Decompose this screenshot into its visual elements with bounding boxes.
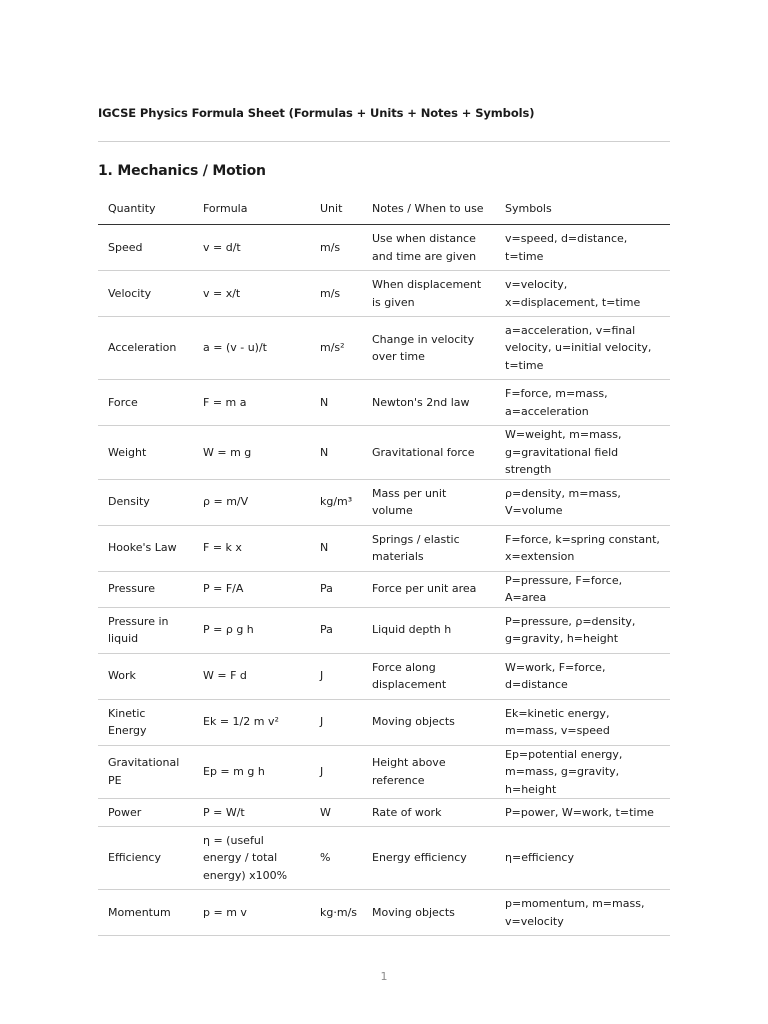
symbols-cell: Ek=kinetic energy, m=mass, v=speed <box>495 699 670 745</box>
symbols-cell: v=speed, d=distance, t=time <box>495 225 670 271</box>
column-header-quantity: Quantity <box>98 194 193 225</box>
formula-cell: W = F d <box>193 653 310 699</box>
column-header-symbols: Symbols <box>495 194 670 225</box>
formula-cell: η = (useful energy / total energy) x100% <box>193 827 310 890</box>
quantity-cell: Power <box>98 799 193 827</box>
notes-cell: Force along displacement <box>362 653 495 699</box>
table-row <box>98 426 670 480</box>
notes-cell: Liquid depth h <box>362 607 495 653</box>
document-title: IGCSE Physics Formula Sheet (Formulas + Units + Notes + Symbols) <box>98 106 535 120</box>
notes-cell: Rate of work <box>362 799 495 827</box>
symbols-cell: Ep=potential energy, m=mass, g=gravity, h=height <box>495 745 670 799</box>
symbols-cell: a=acceleration, v=final velocity, u=initial velocity, t=time <box>495 317 670 380</box>
table-row <box>98 607 670 653</box>
unit-cell: J <box>310 745 362 799</box>
quantity-cell: Gravitational PE <box>98 745 193 799</box>
unit-cell: kg/m³ <box>310 479 362 525</box>
quantity-cell: Acceleration <box>98 317 193 380</box>
formula-cell: v = x/t <box>193 271 310 317</box>
unit-cell: N <box>310 426 362 480</box>
table-row <box>98 525 670 571</box>
quantity-cell: Pressure <box>98 571 193 607</box>
symbols-cell: F=force, k=spring constant, x=extension <box>495 525 670 571</box>
notes-cell: Gravitational force <box>362 426 495 480</box>
formula-cell: p = m v <box>193 890 310 936</box>
table-row <box>98 653 670 699</box>
column-header-unit: Unit <box>310 194 362 225</box>
notes-cell: When displacement is given <box>362 271 495 317</box>
quantity-cell: Pressure in liquid <box>98 607 193 653</box>
quantity-cell: Work <box>98 653 193 699</box>
symbols-cell: W=weight, m=mass, g=gravitational field strength <box>495 426 670 480</box>
notes-cell: Moving objects <box>362 699 495 745</box>
table-row <box>98 317 670 380</box>
table-row <box>98 380 670 426</box>
formula-cell: W = m g <box>193 426 310 480</box>
quantity-cell: Efficiency <box>98 827 193 890</box>
notes-cell: Energy efficiency <box>362 827 495 890</box>
symbols-cell: η=efficiency <box>495 827 670 890</box>
notes-cell: Force per unit area <box>362 571 495 607</box>
formula-cell: P = F/A <box>193 571 310 607</box>
table-row <box>98 745 670 799</box>
notes-cell: Moving objects <box>362 890 495 936</box>
symbols-cell: P=pressure, F=force, A=area <box>495 571 670 607</box>
column-header-formula: Formula <box>193 194 310 225</box>
quantity-cell: Velocity <box>98 271 193 317</box>
symbols-cell: P=power, W=work, t=time <box>495 799 670 827</box>
notes-cell: Height above reference <box>362 745 495 799</box>
symbols-cell: ρ=density, m=mass, V=volume <box>495 479 670 525</box>
table-row <box>98 571 670 607</box>
formula-cell: Ep = m g h <box>193 745 310 799</box>
unit-cell: m/s <box>310 225 362 271</box>
quantity-cell: Weight <box>98 426 193 480</box>
quantity-cell: Force <box>98 380 193 426</box>
symbols-cell: v=velocity, x=displacement, t=time <box>495 271 670 317</box>
notes-cell: Newton's 2nd law <box>362 380 495 426</box>
unit-cell: N <box>310 380 362 426</box>
formula-cell: P = ρ g h <box>193 607 310 653</box>
column-header-notes: Notes / When to use <box>362 194 495 225</box>
unit-cell: m/s² <box>310 317 362 380</box>
symbols-cell: W=work, F=force, d=distance <box>495 653 670 699</box>
table-row <box>98 827 670 890</box>
quantity-cell: Kinetic Energy <box>98 699 193 745</box>
title-divider <box>98 141 670 142</box>
unit-cell: m/s <box>310 271 362 317</box>
unit-cell: N <box>310 525 362 571</box>
table-row <box>98 890 670 936</box>
table-row <box>98 699 670 745</box>
table-row <box>98 271 670 317</box>
table-header-row <box>98 194 670 225</box>
table-row <box>98 479 670 525</box>
unit-cell: % <box>310 827 362 890</box>
formula-cell: F = m a <box>193 380 310 426</box>
formula-cell: a = (v - u)/t <box>193 317 310 380</box>
quantity-cell: Density <box>98 479 193 525</box>
formula-table <box>98 194 670 936</box>
notes-cell: Springs / elastic materials <box>362 525 495 571</box>
notes-cell: Mass per unit volume <box>362 479 495 525</box>
formula-cell: v = d/t <box>193 225 310 271</box>
table-row <box>98 225 670 271</box>
quantity-cell: Hooke's Law <box>98 525 193 571</box>
unit-cell: Pa <box>310 607 362 653</box>
unit-cell: J <box>310 699 362 745</box>
quantity-cell: Momentum <box>98 890 193 936</box>
formula-cell: Ek = 1/2 m v² <box>193 699 310 745</box>
page-number: 1 <box>380 970 388 983</box>
formula-cell: P = W/t <box>193 799 310 827</box>
unit-cell: W <box>310 799 362 827</box>
quantity-cell: Speed <box>98 225 193 271</box>
table-body <box>98 225 670 936</box>
symbols-cell: P=pressure, ρ=density, g=gravity, h=height <box>495 607 670 653</box>
table-row <box>98 799 670 827</box>
notes-cell: Use when distance and time are given <box>362 225 495 271</box>
unit-cell: J <box>310 653 362 699</box>
unit-cell: kg·m/s <box>310 890 362 936</box>
unit-cell: Pa <box>310 571 362 607</box>
formula-cell: ρ = m/V <box>193 479 310 525</box>
section-heading: 1. Mechanics / Motion <box>98 163 266 179</box>
symbols-cell: F=force, m=mass, a=acceleration <box>495 380 670 426</box>
symbols-cell: p=momentum, m=mass, v=velocity <box>495 890 670 936</box>
formula-cell: F = k x <box>193 525 310 571</box>
notes-cell: Change in velocity over time <box>362 317 495 380</box>
